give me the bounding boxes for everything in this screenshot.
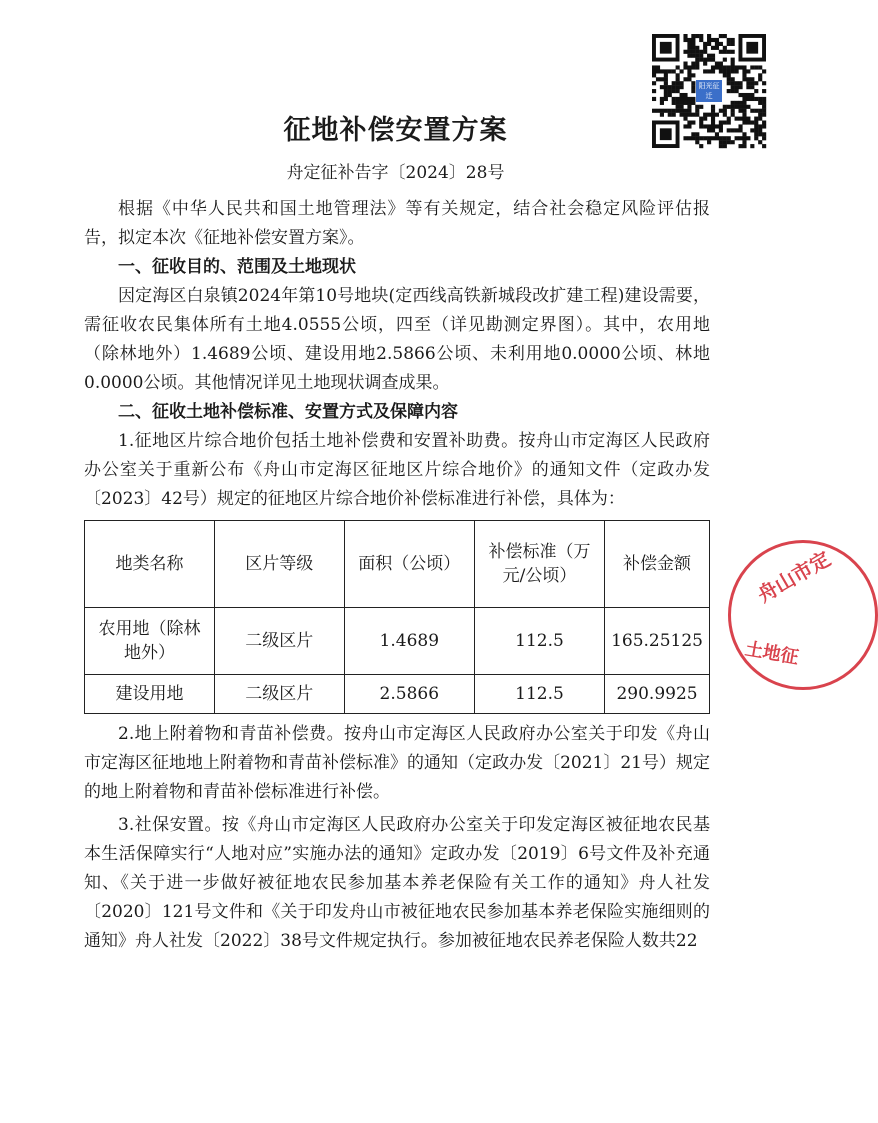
qr-module bbox=[735, 81, 739, 85]
qr-module bbox=[680, 69, 684, 73]
qr-module bbox=[660, 97, 664, 101]
qr-module bbox=[687, 50, 691, 54]
document-title: 征地补偿安置方案 bbox=[283, 115, 508, 146]
qr-module bbox=[715, 46, 719, 50]
qr-module bbox=[691, 34, 695, 38]
table-cell: 建设用地 bbox=[85, 675, 215, 714]
qr-module bbox=[711, 58, 715, 62]
qr-module bbox=[707, 69, 711, 73]
qr-module bbox=[695, 50, 699, 54]
qr-module bbox=[703, 58, 707, 62]
qr-module bbox=[656, 69, 660, 73]
qr-module bbox=[703, 69, 707, 73]
qr-module bbox=[754, 81, 758, 85]
qr-module bbox=[683, 38, 687, 42]
qr-module bbox=[719, 69, 723, 73]
official-seal bbox=[728, 540, 878, 690]
qr-module bbox=[687, 46, 691, 50]
qr-module bbox=[691, 62, 695, 66]
qr-module bbox=[687, 69, 691, 73]
qr-module bbox=[660, 85, 664, 89]
table-header-cell: 补偿金额 bbox=[605, 521, 710, 608]
qr-module bbox=[676, 101, 680, 105]
qr-module bbox=[656, 65, 660, 69]
qr-module bbox=[727, 50, 731, 54]
seal-text-top: 舟山市定 bbox=[753, 546, 835, 608]
qr-module bbox=[695, 65, 699, 69]
qr-module bbox=[715, 62, 719, 66]
qr-module bbox=[731, 62, 735, 66]
qr-module bbox=[672, 89, 676, 93]
qr-module bbox=[719, 50, 723, 54]
qr-module bbox=[703, 62, 707, 66]
qr-module bbox=[762, 81, 766, 85]
table-cell: 112.5 bbox=[474, 608, 604, 675]
qr-module bbox=[691, 50, 695, 54]
qr-module bbox=[738, 101, 742, 105]
qr-module bbox=[652, 73, 656, 77]
qr-module bbox=[758, 73, 762, 77]
qr-module bbox=[727, 89, 731, 93]
qr-module bbox=[738, 81, 742, 85]
qr-module bbox=[664, 73, 668, 77]
qr-module bbox=[735, 85, 739, 89]
qr-module bbox=[762, 89, 766, 93]
qr-module bbox=[687, 65, 691, 69]
qr-module bbox=[683, 93, 687, 97]
qr-module bbox=[711, 69, 715, 73]
qr-module bbox=[750, 65, 754, 69]
qr-module bbox=[731, 101, 735, 105]
qr-module bbox=[723, 69, 727, 73]
qr-module bbox=[719, 65, 723, 69]
qr-module bbox=[738, 93, 742, 97]
qr-module bbox=[727, 42, 731, 46]
qr-module bbox=[691, 65, 695, 69]
qr-module bbox=[746, 77, 750, 81]
qr-module bbox=[731, 81, 735, 85]
qr-module bbox=[707, 58, 711, 62]
intro-paragraph: 根据《中华人民共和国土地管理法》等有关规定，结合社会稳定风险评估报告，拟定本次《征地补偿安置方案》。 bbox=[84, 199, 710, 248]
table-header-row bbox=[85, 521, 710, 608]
qr-module bbox=[723, 50, 727, 54]
qr-module bbox=[723, 34, 727, 38]
qr-module bbox=[699, 38, 703, 42]
qr-module bbox=[731, 38, 735, 42]
qr-module bbox=[680, 97, 684, 101]
table-header-cell: 地类名称 bbox=[85, 521, 215, 608]
qr-module bbox=[762, 69, 766, 73]
qr-module bbox=[735, 101, 739, 105]
qr-module bbox=[680, 93, 684, 97]
section-2-item-3: 3.社保安置。按《舟山市定海区人民政府办公室关于印发定海区被征地农民基本生活保障实行“人地对应”实施办法的通知》定政办发〔2019〕6号文件及补充通知、《关于进一步做好被征地农民参加基本养老保险有关工作的通知》舟人社发〔2020〕121号文件和《关于印发舟山市被征地农民参加基本养老保险实施细则的通知》舟人社发〔2022〕38号文件规定执行。参加被征地农民养老保险人数共22 bbox=[84, 815, 710, 951]
qr-module bbox=[742, 73, 746, 77]
qr-module bbox=[664, 81, 668, 85]
qr-module bbox=[695, 62, 699, 66]
compensation-table bbox=[84, 520, 710, 714]
qr-module bbox=[676, 81, 680, 85]
qr-module bbox=[723, 73, 727, 77]
section-2-heading: 二、征收土地补偿标准、安置方式及保障内容 bbox=[118, 402, 458, 422]
qr-module bbox=[707, 34, 711, 38]
qr-module bbox=[683, 34, 687, 38]
qr-module bbox=[691, 54, 695, 58]
qr-module bbox=[711, 38, 715, 42]
qr-module bbox=[750, 97, 754, 101]
table-row bbox=[85, 608, 710, 675]
qr-module bbox=[727, 65, 731, 69]
qr-module bbox=[754, 65, 758, 69]
table-row bbox=[85, 675, 710, 714]
qr-module bbox=[660, 77, 664, 81]
document-number: 舟定征补告字〔2024〕28号 bbox=[286, 163, 505, 183]
qr-module bbox=[668, 89, 672, 93]
qr-module bbox=[652, 81, 656, 85]
qr-module bbox=[715, 65, 719, 69]
qr-module bbox=[699, 34, 703, 38]
qr-module bbox=[738, 85, 742, 89]
qr-module bbox=[652, 97, 656, 101]
qr-module bbox=[711, 65, 715, 69]
qr-module bbox=[672, 101, 676, 105]
qr-module bbox=[668, 85, 672, 89]
qr-module bbox=[687, 97, 691, 101]
qr-module bbox=[699, 54, 703, 58]
qr-module bbox=[691, 38, 695, 42]
qr-module bbox=[691, 97, 695, 101]
qr-module bbox=[742, 101, 746, 105]
qr-module bbox=[656, 77, 660, 81]
qr-module bbox=[652, 69, 656, 73]
qr-module bbox=[687, 101, 691, 105]
qr-module bbox=[676, 73, 680, 77]
qr-module bbox=[695, 58, 699, 62]
table-cell: 1.4689 bbox=[344, 608, 474, 675]
qr-module bbox=[750, 85, 754, 89]
qr-module bbox=[683, 77, 687, 81]
qr-module bbox=[754, 97, 758, 101]
qr-module bbox=[664, 77, 668, 81]
qr-module bbox=[758, 77, 762, 81]
qr-module bbox=[746, 93, 750, 97]
qr-module bbox=[715, 38, 719, 42]
qr-module bbox=[660, 101, 664, 105]
qr-module bbox=[731, 42, 735, 46]
qr-module bbox=[676, 85, 680, 89]
qr-module bbox=[703, 46, 707, 50]
qr-module bbox=[727, 38, 731, 42]
section-2-item-2: 2.地上附着物和青苗补偿费。按舟山市定海区人民政府办公室关于印发《舟山市定海区征地地上附着物和青苗补偿标准》的通知（定政办发〔2021〕21号）规定的地上附着物和青苗补偿标准进行补偿。 bbox=[84, 724, 710, 802]
qr-module bbox=[742, 65, 746, 69]
table-cell: 2.5866 bbox=[344, 675, 474, 714]
document-body bbox=[84, 195, 710, 956]
qr-module bbox=[691, 46, 695, 50]
qr-finder-pattern bbox=[746, 42, 758, 54]
seal-text-bottom: 土地征 bbox=[743, 638, 801, 669]
qr-module bbox=[691, 42, 695, 46]
table-cell: 165.25125 bbox=[605, 608, 710, 675]
table-cell: 二级区片 bbox=[214, 608, 344, 675]
table-header-cell: 面积（公顷） bbox=[344, 521, 474, 608]
table-cell: 农用地（除林地外） bbox=[85, 608, 215, 675]
qr-module bbox=[715, 42, 719, 46]
table-cell: 290.9925 bbox=[605, 675, 710, 714]
qr-module bbox=[711, 46, 715, 50]
qr-module bbox=[672, 69, 676, 73]
qr-module bbox=[731, 77, 735, 81]
qr-module bbox=[687, 73, 691, 77]
qr-module bbox=[664, 97, 668, 101]
qr-module bbox=[742, 97, 746, 101]
qr-module bbox=[742, 77, 746, 81]
qr-module bbox=[691, 85, 695, 89]
qr-module bbox=[687, 38, 691, 42]
qr-module bbox=[731, 65, 735, 69]
qr-module bbox=[723, 46, 727, 50]
qr-module bbox=[727, 69, 731, 73]
qr-module bbox=[727, 81, 731, 85]
qr-module bbox=[707, 42, 711, 46]
qr-module bbox=[664, 85, 668, 89]
qr-module bbox=[683, 101, 687, 105]
qr-module bbox=[746, 97, 750, 101]
qr-module bbox=[731, 58, 735, 62]
qr-module bbox=[683, 62, 687, 66]
qr-badge: 阳光征迁 bbox=[696, 80, 722, 102]
qr-module bbox=[746, 81, 750, 85]
qr-module bbox=[750, 93, 754, 97]
table-header-cell: 补偿标准（万元/公顷） bbox=[474, 521, 604, 608]
section-1-text: 因定海区白泉镇2024年第10号地块(定西线高铁新城段改扩建工程)建设需要，需征收农民集体所有土地4.0555公顷，四至（详见勘测定界图）。其中，农用地（除林地外）1.4689公顷、建设用地2.5866公顷、未利用地0.0000公顷、林地0.0000公顷。其他情况详见土地现状调查成果。 bbox=[84, 286, 710, 393]
qr-module bbox=[660, 69, 664, 73]
qr-module bbox=[719, 62, 723, 66]
qr-module bbox=[731, 69, 735, 73]
qr-module bbox=[680, 81, 684, 85]
qr-module bbox=[687, 42, 691, 46]
qr-module bbox=[762, 101, 766, 105]
qr-module bbox=[687, 77, 691, 81]
table-cell: 二级区片 bbox=[214, 675, 344, 714]
qr-module bbox=[652, 89, 656, 93]
qr-module bbox=[668, 69, 672, 73]
qr-module bbox=[719, 34, 723, 38]
table-header-cell: 区片等级 bbox=[214, 521, 344, 608]
qr-module bbox=[703, 50, 707, 54]
qr-module bbox=[735, 69, 739, 73]
qr-module bbox=[680, 101, 684, 105]
qr-module bbox=[731, 85, 735, 89]
qr-module bbox=[758, 65, 762, 69]
qr-module bbox=[695, 54, 699, 58]
qr-module bbox=[699, 58, 703, 62]
qr-module bbox=[676, 89, 680, 93]
qr-module bbox=[687, 54, 691, 58]
qr-module bbox=[731, 89, 735, 93]
qr-module bbox=[723, 58, 727, 62]
qr-module bbox=[672, 85, 676, 89]
qr-module bbox=[750, 77, 754, 81]
qr-module bbox=[664, 69, 668, 73]
qr-module bbox=[738, 65, 742, 69]
qr-module bbox=[723, 65, 727, 69]
qr-module bbox=[664, 89, 668, 93]
qr-module bbox=[691, 73, 695, 77]
qr-module bbox=[758, 97, 762, 101]
qr-module bbox=[735, 65, 739, 69]
qr-finder-pattern bbox=[660, 42, 672, 54]
qr-module bbox=[727, 77, 731, 81]
qr-module bbox=[731, 50, 735, 54]
qr-module bbox=[750, 81, 754, 85]
qr-module bbox=[711, 54, 715, 58]
qr-module bbox=[664, 93, 668, 97]
qr-module bbox=[695, 46, 699, 50]
qr-module bbox=[683, 50, 687, 54]
qr-module bbox=[672, 97, 676, 101]
qr-module bbox=[668, 93, 672, 97]
qr-module bbox=[695, 34, 699, 38]
qr-module bbox=[735, 89, 739, 93]
qr-module bbox=[680, 85, 684, 89]
qr-module bbox=[746, 69, 750, 73]
qr-module bbox=[691, 101, 695, 105]
qr-module bbox=[691, 81, 695, 85]
qr-module bbox=[762, 97, 766, 101]
qr-module bbox=[707, 54, 711, 58]
qr-module bbox=[683, 97, 687, 101]
qr-module bbox=[742, 93, 746, 97]
section-2-item-1: 1.征地区片综合地价包括土地补偿费和安置补助费。按舟山市定海区人民政府办公室关于重新公布《舟山市定海区征地区片综合地价》的通知文件（定政办发〔2023〕42号）规定的征地区片综合地价补偿标准进行补偿，具体为： bbox=[84, 431, 710, 509]
qr-module bbox=[758, 101, 762, 105]
qr-module bbox=[691, 89, 695, 93]
qr-module bbox=[703, 42, 707, 46]
qr-module bbox=[707, 38, 711, 42]
qr-module bbox=[676, 65, 680, 69]
qr-module bbox=[676, 97, 680, 101]
qr-module bbox=[742, 69, 746, 73]
table-cell: 112.5 bbox=[474, 675, 604, 714]
section-1-heading: 一、征收目的、范围及土地现状 bbox=[118, 257, 356, 277]
qr-module bbox=[754, 89, 758, 93]
qr-module bbox=[746, 85, 750, 89]
qr-module bbox=[719, 42, 723, 46]
qr-module bbox=[727, 73, 731, 77]
qr-module bbox=[699, 50, 703, 54]
qr-module bbox=[672, 81, 676, 85]
qr-module bbox=[676, 77, 680, 81]
qr-module bbox=[652, 65, 656, 69]
qr-module bbox=[683, 65, 687, 69]
